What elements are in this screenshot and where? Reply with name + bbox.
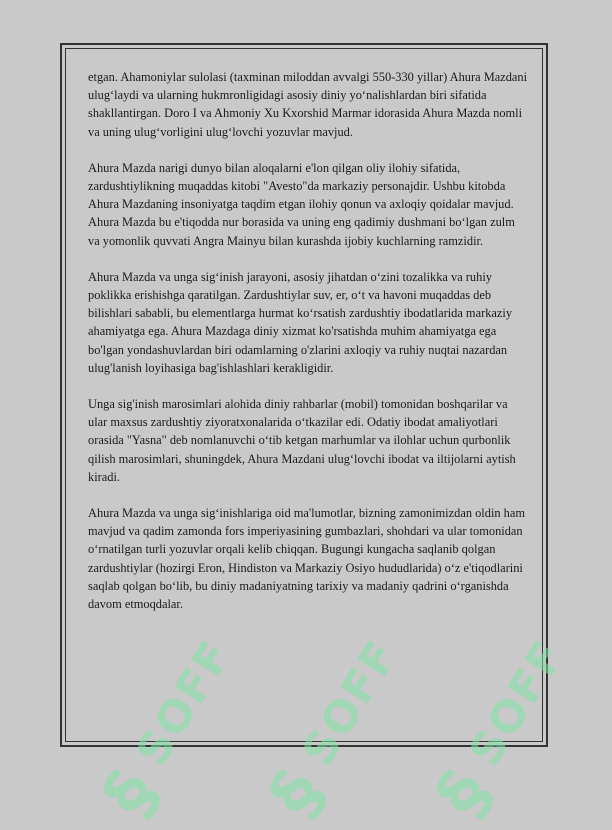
watermark-text: SOFF — [292, 631, 409, 775]
watermark-s-icon: § — [252, 755, 343, 830]
document-body — [88, 68, 528, 613]
paragraph: Ahura Mazda narigi dunyo bilan aloqalarni e'lon qilgan oliy ilohiy sifatida, zardushtiylikning muqaddas kitobi "Avesto"da markaziy personajdir. Ushbu kitobda Ahura Mazdaning insoniyatga taqdim etgan ilohiy qonun va axloqiy qoidalar mavjud. Ahura Mazda bu e'tiqodda nur borasida va uning eng qadimiy dushmani bo‘lgan zulm va yomonlik quvvati Angra Mainyu bilan kurashda ijobiy kuchlarning ramzidir. — [88, 160, 515, 248]
paragraph: etgan. Ahamoniylar sulolasi (taxminan miloddan avvalgi 550-330 yillar) Ahura Mazdani ulug‘laydi va ularning hukmronligidagi asosiy diniy yo‘nalishlardan biri sifatida shakllantirgan. Doro I va Ahmoniy Xu Kxorshid Marmar idorasida Ahura Mazda nomli va uning ulug‘vorligini ulug‘lovchi yozuvlar mavjud. — [88, 70, 528, 139]
watermark-text: SOFF — [459, 631, 576, 775]
watermark-s-icon: § — [419, 755, 510, 830]
watermark-s-icon: § — [86, 755, 177, 830]
watermark-text: SOFF — [126, 631, 243, 775]
paragraph: Ahura Mazda va unga sig‘inish jarayoni, asosiy jihatdan o‘zini tozalikka va ruhiy poklikka erishishga qaratilgan. Zardushtiylar suv, er, o‘t va havoni muqaddas deb bilishlari sababli, bu elementlarga hurmat ko‘rsatish zardushtiy ibodatlarida markaziy ahamiyatga ega. Ahura Mazdaga diniy xizmat ko'rsatishda muhim ahamiyatga ega bo'lgan yondashuvlardan biri odamlarning o'zlarini axloqiy va ruhiy nuqtai nazardan ulug'lanish loyihasiga bag'ishlashlari kerakligidir. — [88, 269, 513, 375]
paragraph: Ahura Mazda va unga sig‘inishlariga oid ma'lumotlar, bizning zamonimizdan oldin ham mavjud va qadim zamonda fors imperiyasining gumbazlari, shohdari va ular tomonidan o‘rnatilgan turli yozuvlar orqali kelib chiqqan. Bugungi kungacha saqlanib qolgan zardushtiylar (hozirgi Eron, Hindiston va Markaziy Osiyo hududlarida) o‘z e'tiqodlarini saqlab qolgan bo‘lib, bu diniy madaniyatning tarixiy va madaniy qadrini o‘rganishda davom etmoqdalar. — [88, 506, 526, 612]
paragraph: Unga sig'inish marosimlari alohida diniy rahbarlar (mobil) tomonidan boshqarilar va ular maxsus zardushtiy ziyoratxonalarida o‘tkazilar edi. Odatiy ibodat amaliyotlari orasida "Yasna" deb nomlanuvchi o‘tib ketgan marhumlar va ilohlar uchun qurbonlik qilish marosimlari, shuningdek, Ahura Mazdani ulug‘lovchi ibodat va iltijolarni aytish kiradi. — [88, 397, 516, 484]
